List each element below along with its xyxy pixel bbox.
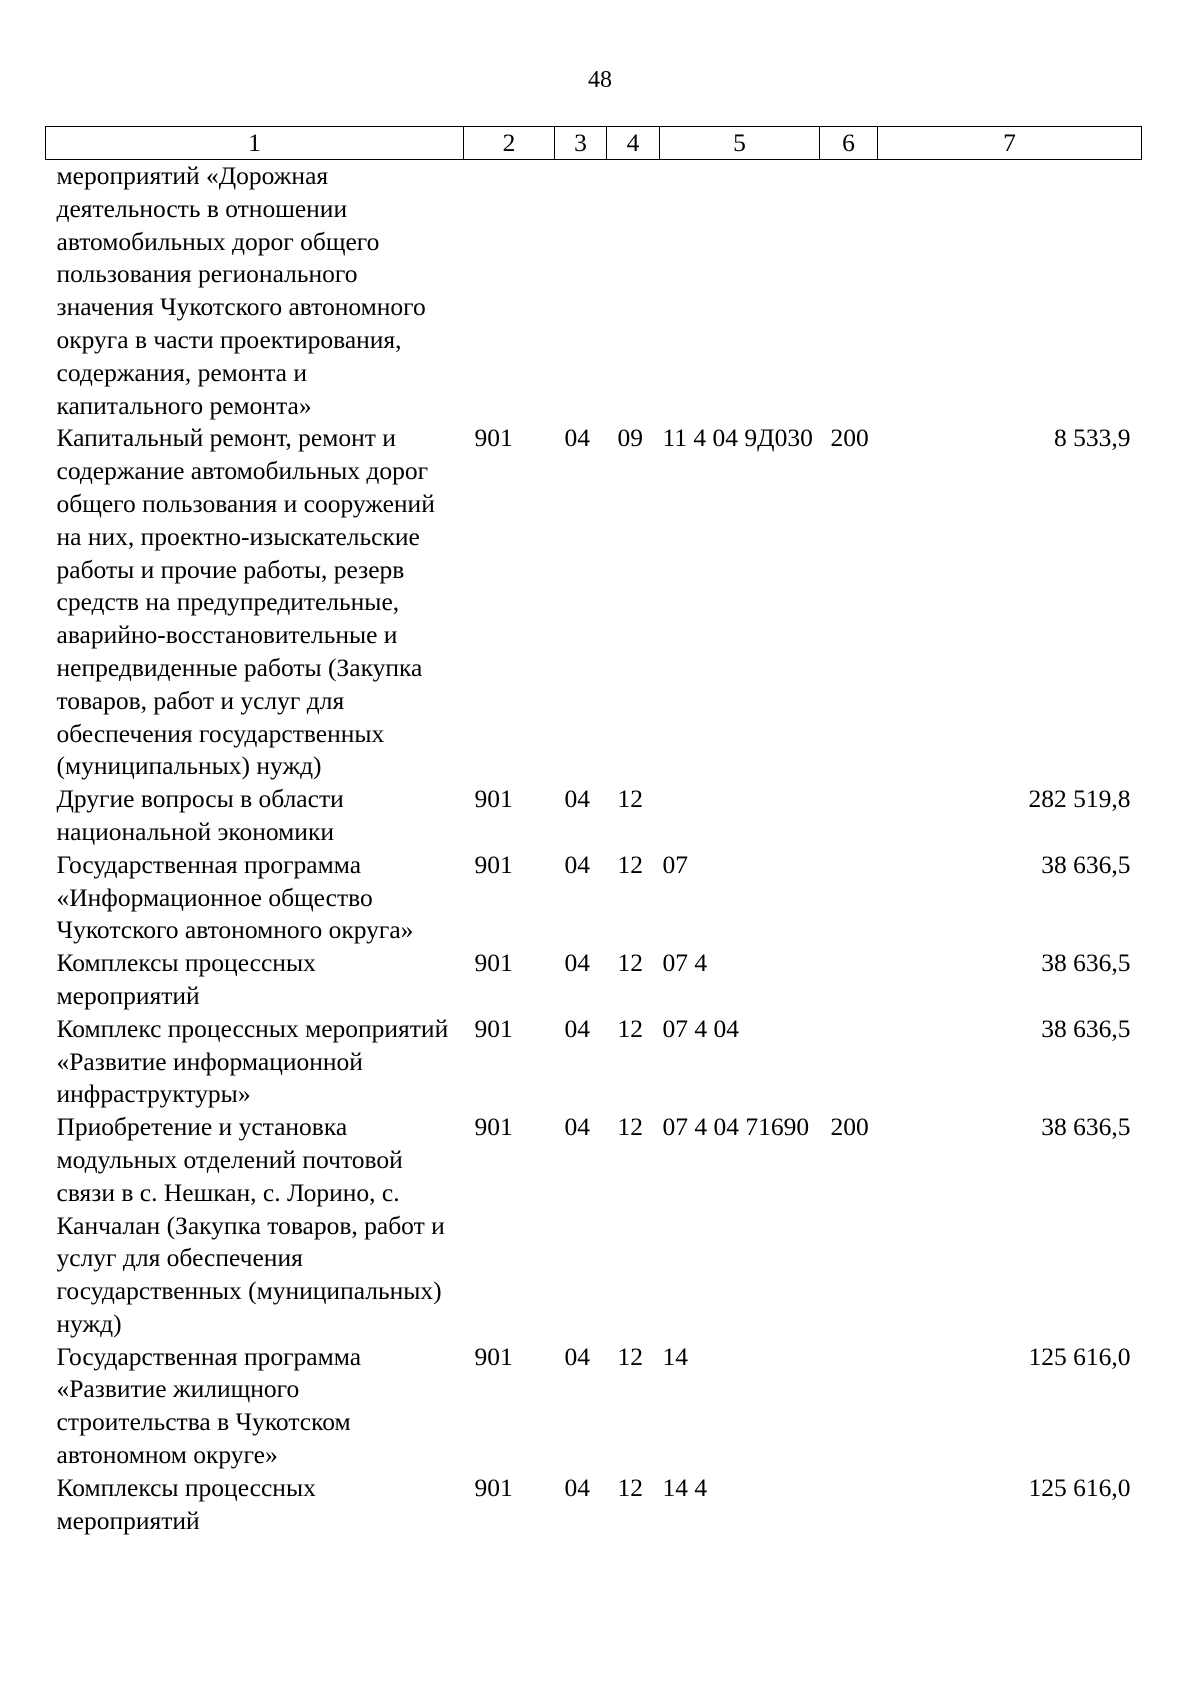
row-section-code: 04 [564,1112,590,1142]
row-name: мероприятий «Дорожная деятельность в отношении автомобильных дорог общего пользования регионального значения Чукотского автономного округа в части проектирования, содержания, ремонта и капитального ремонта» [56,161,426,420]
row-name: Капитальный ремонт, ремонт и содержание автомобильных дорог общего пользования и сооружений на них, проектно-изыскательские работы и прочие работы, резерв средств на предупредительные, аварийно-восстановительные и непредвиденные работы (Закупка товаров, работ и услуг для обеспечения государственных (муниципальных) нужд) [56,423,435,781]
table-header [46,127,1142,160]
row-target-code [660,783,820,849]
row-amount: 8 533,9 [1054,423,1131,453]
row-name: Государственная программа «Информационное общество Чукотского автономного округа» [56,849,414,945]
row-subsection-code: 12 [617,1472,643,1502]
row-expense-type [820,849,878,947]
row-admin-code: 901 [474,1013,513,1043]
row-subsection-code: 12 [617,849,643,879]
row-section-code: 04 [564,423,590,453]
column-header-2: 2 [464,127,555,160]
row-admin-code: 901 [474,1472,513,1502]
row-section-code [555,160,607,423]
row-section-code: 04 [564,1013,590,1043]
row-target-code: 14 [662,1341,688,1371]
row-target-code [660,160,820,423]
row-section-code: 04 [564,1472,590,1502]
row-amount [878,160,1142,423]
column-header-5: 5 [660,127,820,160]
row-expense-type [820,1013,878,1111]
column-header-1: 1 [46,127,464,160]
row-section-code: 04 [564,849,590,879]
row-admin-code: 901 [474,1112,513,1142]
table-row [46,1111,1142,1341]
table-row [46,160,1142,423]
row-subsection-code: 09 [617,423,643,453]
row-target-code: 14 4 [662,1472,708,1502]
row-amount: 38 636,5 [1041,849,1131,879]
row-subsection-code: 12 [617,1341,643,1371]
row-subsection-code: 12 [617,948,643,978]
row-name: Государственная программа «Развитие жилищного строительства в Чукотском автономном округе» [56,1341,362,1470]
row-expense-type [820,1341,878,1472]
budget-table [45,126,1142,1537]
row-expense-type [820,783,878,849]
row-target-code: 07 4 [662,948,708,978]
row-target-code: 11 4 04 9Д030 [662,423,813,453]
row-amount: 38 636,5 [1041,1013,1131,1043]
row-target-code: 07 [662,849,688,879]
column-header-4: 4 [607,127,660,160]
row-expense-type [820,160,878,423]
table-row [46,947,1142,1013]
row-name: Комплексы процессных мероприятий [56,948,316,1010]
table-row [46,849,1142,947]
table-row [46,1472,1142,1538]
row-admin-code: 901 [474,784,513,814]
page-number: 48 [588,67,612,93]
row-section-code: 04 [564,1341,590,1371]
row-expense-type [820,1472,878,1538]
row-name: Комплекс процессных мероприятий «Развитие информационной инфраструктуры» [56,1013,449,1109]
row-expense-type: 200 [830,1112,869,1142]
table-body [46,160,1142,1538]
row-amount: 125 616,0 [1028,1341,1131,1371]
row-admin-code: 901 [474,423,513,453]
row-expense-type [820,947,878,1013]
row-section-code: 04 [564,948,590,978]
row-section-code: 04 [564,784,590,814]
row-subsection-code: 12 [617,1013,643,1043]
table-row [46,783,1142,849]
row-target-code: 07 4 04 71690 [662,1112,810,1142]
header-row [46,127,1142,160]
row-subsection-code [607,160,660,423]
table-row [46,422,1142,783]
row-amount: 38 636,5 [1041,948,1131,978]
row-admin-code: 901 [474,948,513,978]
row-subsection-code: 12 [617,1112,643,1142]
row-expense-type: 200 [830,423,869,453]
column-header-7: 7 [878,127,1142,160]
column-header-3: 3 [555,127,607,160]
row-name: Комплексы процессных мероприятий [56,1472,316,1535]
row-admin-code: 901 [474,1341,513,1371]
table-row [46,1341,1142,1472]
column-header-6: 6 [820,127,878,160]
row-name: Другие вопросы в области национальной экономики [56,784,344,846]
row-subsection-code: 12 [617,784,643,814]
row-admin-code [464,160,555,423]
row-amount: 282 519,8 [1028,784,1131,814]
table-row [46,1013,1142,1111]
row-amount: 125 616,0 [1028,1472,1131,1502]
row-admin-code: 901 [474,849,513,879]
row-name: Приобретение и установка модульных отделений почтовой связи в с. Нешкан, с. Лорино, с. Канчалан (Закупка товаров, работ и услуг для обеспечения государственных (муниципальных) нужд) [56,1112,445,1338]
row-target-code: 07 4 04 [662,1013,739,1043]
row-amount: 38 636,5 [1041,1112,1131,1142]
